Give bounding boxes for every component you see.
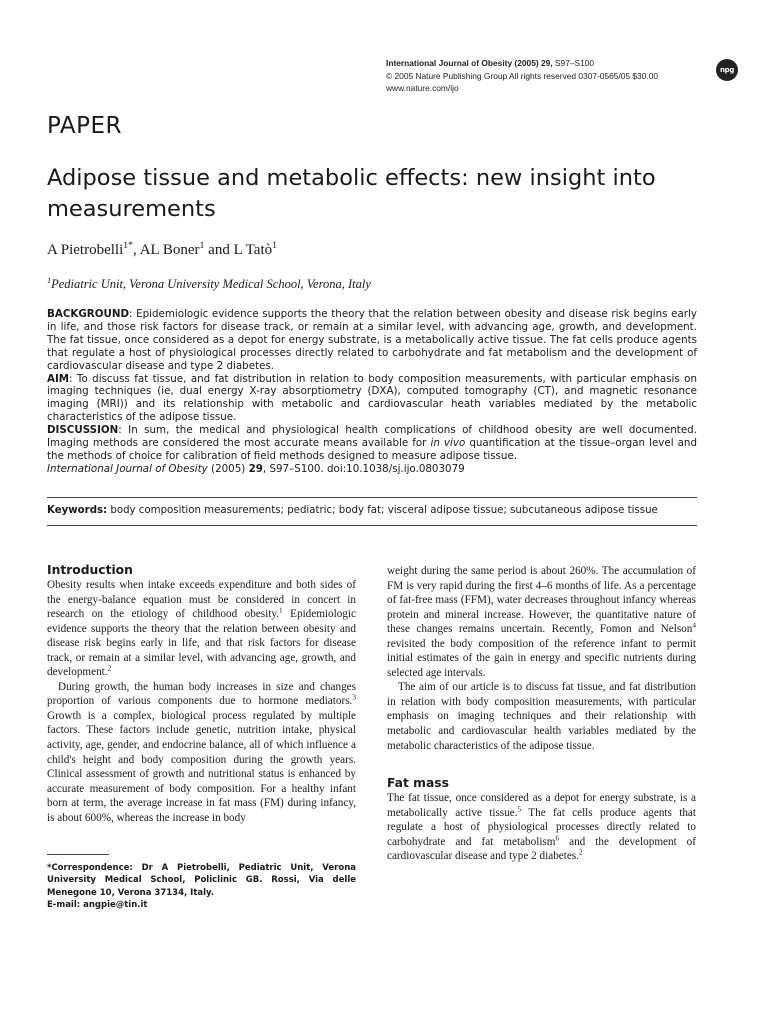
- left-column: [47, 562, 356, 825]
- article-title: Adipose tissue and metabolic effects: new insight into measurements: [47, 165, 656, 222]
- divider: [47, 525, 697, 526]
- reference-marker: 2: [107, 664, 112, 673]
- journal-header: [386, 57, 658, 95]
- author-name: L Tatò: [233, 242, 273, 258]
- paragraph: The fat tissue, once considered as a depot for energy substrate, is a metabolically active tissue.$^5$ The fat cells produce agents that regulate a host of physiological processes directly related to carbohydrate and fat metabolism$^6$ and the development of cardiovascular disease and type 2 diabetes.$^2$: [387, 792, 696, 863]
- keywords: Keywords: body composition measurements; pediatric; body fat; visceral adipose tissue; subcutaneous adipose tissue: [47, 505, 658, 516]
- affiliation-marker: 1: [47, 275, 52, 285]
- article-type: PAPER: [47, 113, 123, 139]
- abstract: [47, 308, 697, 476]
- affiliation-marker: 1*: [123, 240, 133, 251]
- author-name: A Pietrobelli: [47, 242, 124, 258]
- reference-marker: 4: [692, 621, 696, 630]
- paragraph: During growth, the human body increases in size and changes proportion of various components due to hormone mediators.$^3$ Growth is a complex, biological process regulated by multiple factors. These factors include genetic, nutrition intake, physical activity, age, gender, and endocrine balance, all of which influence a child's height and body composition during the growth years. Clinical assessment of growth and nutritional status is enhanced by accurate measurement of body composition. For a healthy infant born at term, the average increase in fat mass (FM) during infancy, is about 600%, whereas the increase in body: [47, 680, 356, 824]
- affiliation: [47, 277, 371, 292]
- journal-citation-line: International Journal of Obesity (2005) 29, S97–S100: [386, 58, 595, 68]
- abstract-discussion: DISCUSSION: In sum, the medical and physiological health complications of childhood obesity are well documented. Imaging methods are considered the most accurate means available for in vivo quantification at the tissue–organ level and the methods of choice for calibration of field methods designed to measure adipose tissue.: [47, 424, 697, 462]
- affiliation-text: Pediatric Unit, Verona University Medical School, Verona, Italy: [51, 277, 371, 291]
- correspondence-footnote: [47, 862, 356, 911]
- npg-logo: npg: [716, 59, 738, 81]
- divider: [47, 497, 697, 498]
- affiliation-marker: 1: [272, 240, 277, 251]
- reference-marker: 1: [279, 606, 283, 615]
- footnote-divider: [47, 854, 109, 855]
- section-heading-fat-mass: Fat mass: [387, 776, 449, 791]
- section-heading-introduction: Introduction: [47, 563, 133, 577]
- correspondence-email[interactable]: E-mail: angpie@tin.it: [47, 899, 148, 910]
- abstract-aim: AIM: To discuss fat tissue, and fat distribution in relation to body composition measurements, with particular emphasis on imaging techniques (ie, dual energy X-ray absorptiometry (DXA), computed tomography (CT), and magnetic resonance imaging (MRI)) and its relationship with metabolic and cardiovascular heath variables mediated by the metabolic characteristics of the adipose tissue.: [47, 372, 697, 424]
- copyright-line: © 2005 Nature Publishing Group All rights reserved 0307-0565/05 $30.00: [386, 70, 659, 81]
- author-separator: ,: [133, 242, 140, 258]
- author-list: [47, 242, 277, 259]
- reference-marker: 6: [555, 834, 560, 843]
- reference-marker: 2: [578, 848, 583, 857]
- right-column: [387, 564, 696, 864]
- correspondence-text: *Correspondence: Dr A Pietrobelli, Pediatric Unit, Verona University Medical School, Policlinic GB. Rossi, Via delle Menegone 10, Verona 37134, Italy.: [47, 863, 356, 898]
- abstract-background: BACKGROUND: Epidemiologic evidence supports the theory that the relation between obesity and disease risk begins early in life, and those risk factors for disease track, or remain at a similar level, with advancing age, growth, and development. The fat tissue, once considered as a depot for energy substrate, is a metabolically active tissue. The fat cells produce agents that regulate a host of physiological processes directly related to carbohydrate and fat metabolism and the development of cardiovascular disease and type 2 diabetes.: [47, 308, 697, 372]
- paragraph: weight during the same period is about 260%. The accumulation of FM is very rapid during the first 4–6 months of life. As a percentage of fat-free mass (FFM), water decreases throughout infancy whereas protein and mineral increase. However, the quantitative nature of these changes remains uncertain. Recently, Fomon and Nelson$^4$ revisited the body composition of the reference infant to permit initial estimates of the gain in energy and specific nutrients during selected age intervals.: [387, 565, 696, 679]
- journal-url[interactable]: www.nature.com/ijo: [386, 83, 459, 93]
- reference-marker: 3: [352, 693, 356, 702]
- author-name: AL Boner: [139, 242, 200, 258]
- paragraph: The aim of our article is to discuss fat tissue, and fat distribution in relation with body composition measurements, with particular emphasis on imaging techniques and their relationship with metabolic and cardiovascular health variables mediated by the metabolic characteristics of the adipose tissue.: [387, 681, 696, 752]
- abstract-citation: International Journal of Obesity (2005) 29, S97–S100. doi:10.1038/sj.ijo.0803079: [47, 462, 465, 475]
- paragraph: Obesity results when intake exceeds expenditure and both sides of the energy-balance equation must be considered in concert in research on the etiology of childhood obesity.$^1$ Epidemiologic evidence supports the theory that the relation between obesity and disease risk begins early in life, and that risk factors for disease track, or remain at a similar level, with advancing age, growth, and development.$^2$: [47, 579, 357, 679]
- affiliation-marker: 1: [199, 240, 205, 251]
- author-separator: and: [204, 242, 234, 258]
- reference-marker: 5: [517, 804, 522, 813]
